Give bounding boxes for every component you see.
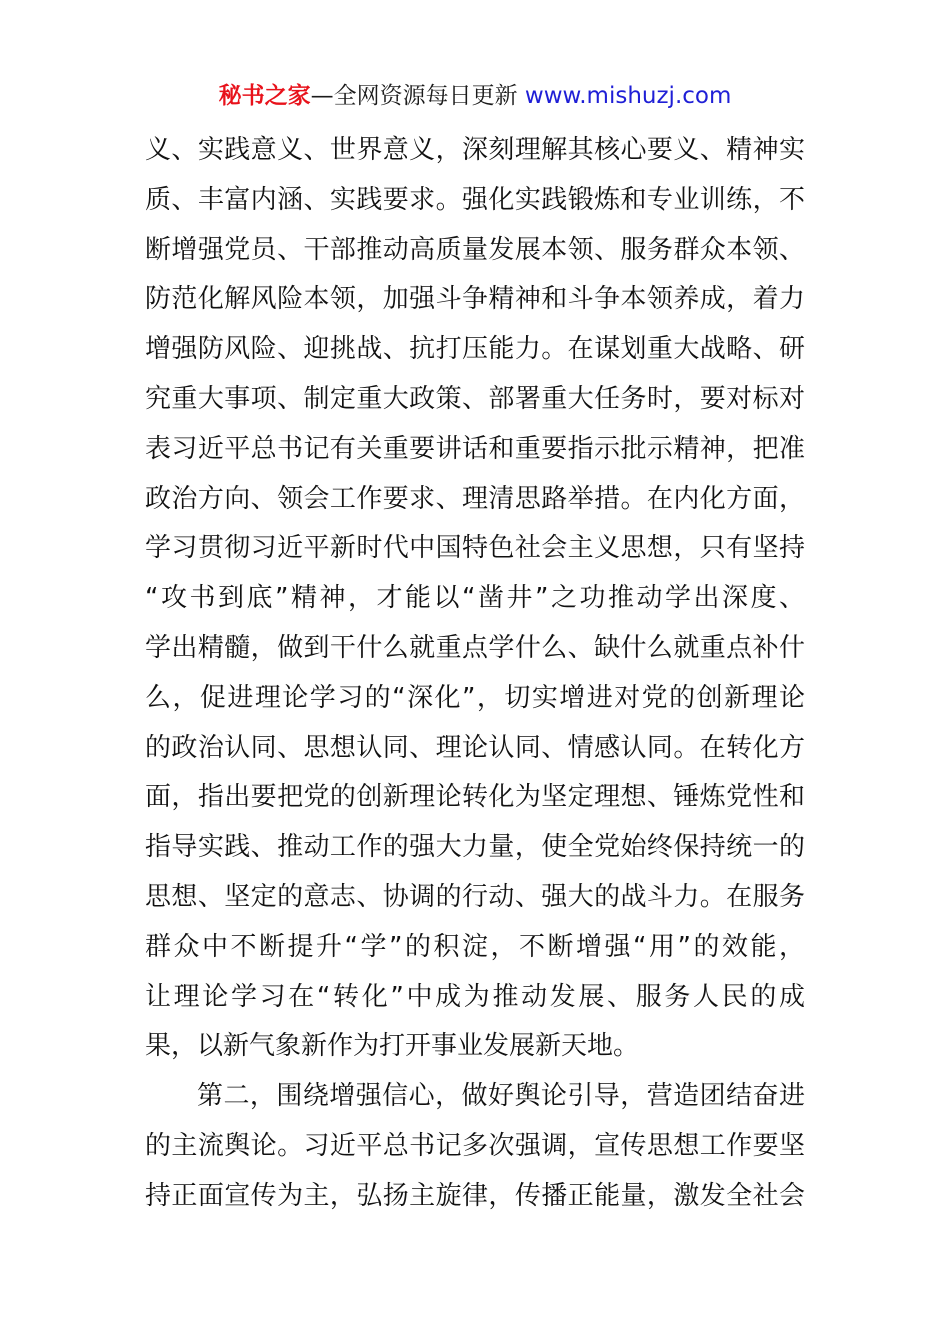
text-line: 么，促进理论学习的“深化”，切实增进对党的创新理论 xyxy=(145,682,805,713)
paragraph-end-line: 果，以新气象新作为打开事业发展新天地。 xyxy=(145,1031,640,1062)
page-header xyxy=(0,80,950,112)
text-line: 表习近平总书记有关重要讲话和重要指示批示精神，把准 xyxy=(145,433,805,464)
text-line: 的主流舆论。习近平总书记多次强调，宣传思想工作要坚 xyxy=(145,1130,805,1161)
text-line: 防范化解风险本领，加强斗争精神和斗争本领养成，着力 xyxy=(145,284,805,315)
body-text xyxy=(145,126,805,1222)
text-line: 增强防风险、迎挑战、抗打压能力。在谋划重大战略、研 xyxy=(145,334,805,365)
text-line: 思想、坚定的意志、协调的行动、强大的战斗力。在服务 xyxy=(145,881,805,912)
text-line: 面，指出要把党的创新理论转化为坚定理想、锤炼党性和 xyxy=(145,782,805,813)
text-line: 群众中不断提升“学”的积淀，不断增强“用”的效能， xyxy=(145,931,805,962)
text-line: 学出精髓，做到干什么就重点学什么、缺什么就重点补什 xyxy=(145,632,805,663)
text-line: 让理论学习在“转化”中成为推动发展、服务人民的成 xyxy=(145,981,805,1012)
text-line: 究重大事项、制定重大政策、部署重大任务时，要对标对 xyxy=(145,383,805,414)
text-line: 义、实践意义、世界意义，深刻理解其核心要义、精神实 xyxy=(145,135,805,165)
text-line: 质、丰富内涵、实践要求。强化实践锻炼和专业训练，不 xyxy=(145,184,805,215)
text-line: 学习贯彻习近平新时代中国特色社会主义思想，只有坚持 xyxy=(145,533,805,564)
text-line: “攻书到底”精神，才能以“凿井”之功推动学出深度、 xyxy=(145,583,805,614)
brand-name: 秘书之家 xyxy=(218,83,311,109)
text-line: 持正面宣传为主，弘扬主旋律，传播正能量，激发全社会 xyxy=(145,1180,805,1211)
text-line: 指导实践、推动工作的强大力量，使全党始终保持统一的 xyxy=(145,832,805,863)
header-tagline: —全网资源每日更新 xyxy=(310,83,518,109)
text-line: 政治方向、领会工作要求、理清思路举措。在内化方面， xyxy=(145,483,805,514)
paragraph-start-line: 第二，围绕增强信心，做好舆论引导，营造团结奋进 xyxy=(197,1081,805,1112)
text-line: 断增强党员、干部推动高质量发展本领、服务群众本领、 xyxy=(145,234,805,265)
text-line: 的政治认同、思想认同、理论认同、情感认同。在转化方 xyxy=(145,732,805,763)
site-url[interactable]: www.mishuzj.com xyxy=(524,83,732,109)
